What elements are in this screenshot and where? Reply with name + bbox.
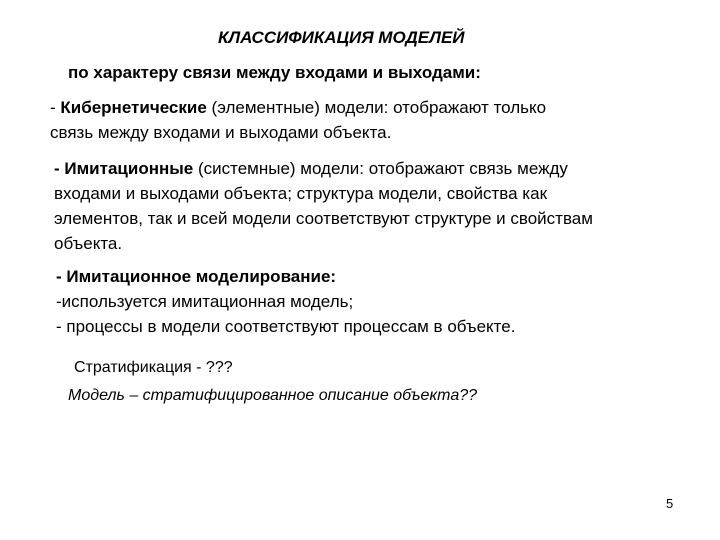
imitation-line-4: объекта.	[54, 234, 123, 253]
stratification-text: Стратификация - ???	[74, 359, 233, 376]
cybernetic-dash: -	[50, 98, 61, 117]
imitation-modeling-item-2: - процессы в модели соответствуют процессам в объекте.	[56, 317, 516, 336]
model-question-text: Модель – стратифицированное описание объекта??	[68, 387, 478, 404]
imitation-modeling-heading: - Имитационное моделирование:	[56, 267, 337, 286]
imitation-term: Имитационные	[64, 159, 194, 178]
cybernetic-line-1-rest: (элементные) модели: отображают только	[206, 98, 547, 117]
imitation-line-1-rest: (системные) модели: отображают связь между	[193, 159, 568, 178]
imitation-models-paragraph	[54, 156, 593, 256]
cybernetic-models-paragraph	[50, 95, 546, 145]
imitation-line-3: элементов, так и всей модели соответствуют структуре и свойствам	[54, 209, 593, 228]
cybernetic-term: Кибернетические	[60, 98, 207, 117]
slide-subtitle: по характеру связи между входами и выходами:	[68, 63, 481, 82]
imitation-line-1	[54, 156, 593, 181]
cybernetic-line-2: связь между входами и выходами объекта.	[50, 123, 392, 142]
slide-title: КЛАССИФИКАЦИЯ МОДЕЛЕЙ	[218, 28, 465, 47]
cybernetic-line-1	[50, 95, 546, 120]
imitation-modeling-item-1: -используется имитационная модель;	[56, 292, 354, 311]
imitation-dash: -	[54, 159, 65, 178]
page-number: 5	[666, 496, 674, 511]
imitation-modeling-paragraph	[56, 264, 515, 339]
imitation-line-2: входами и выходами объекта; структура модели, свойства как	[54, 184, 548, 203]
